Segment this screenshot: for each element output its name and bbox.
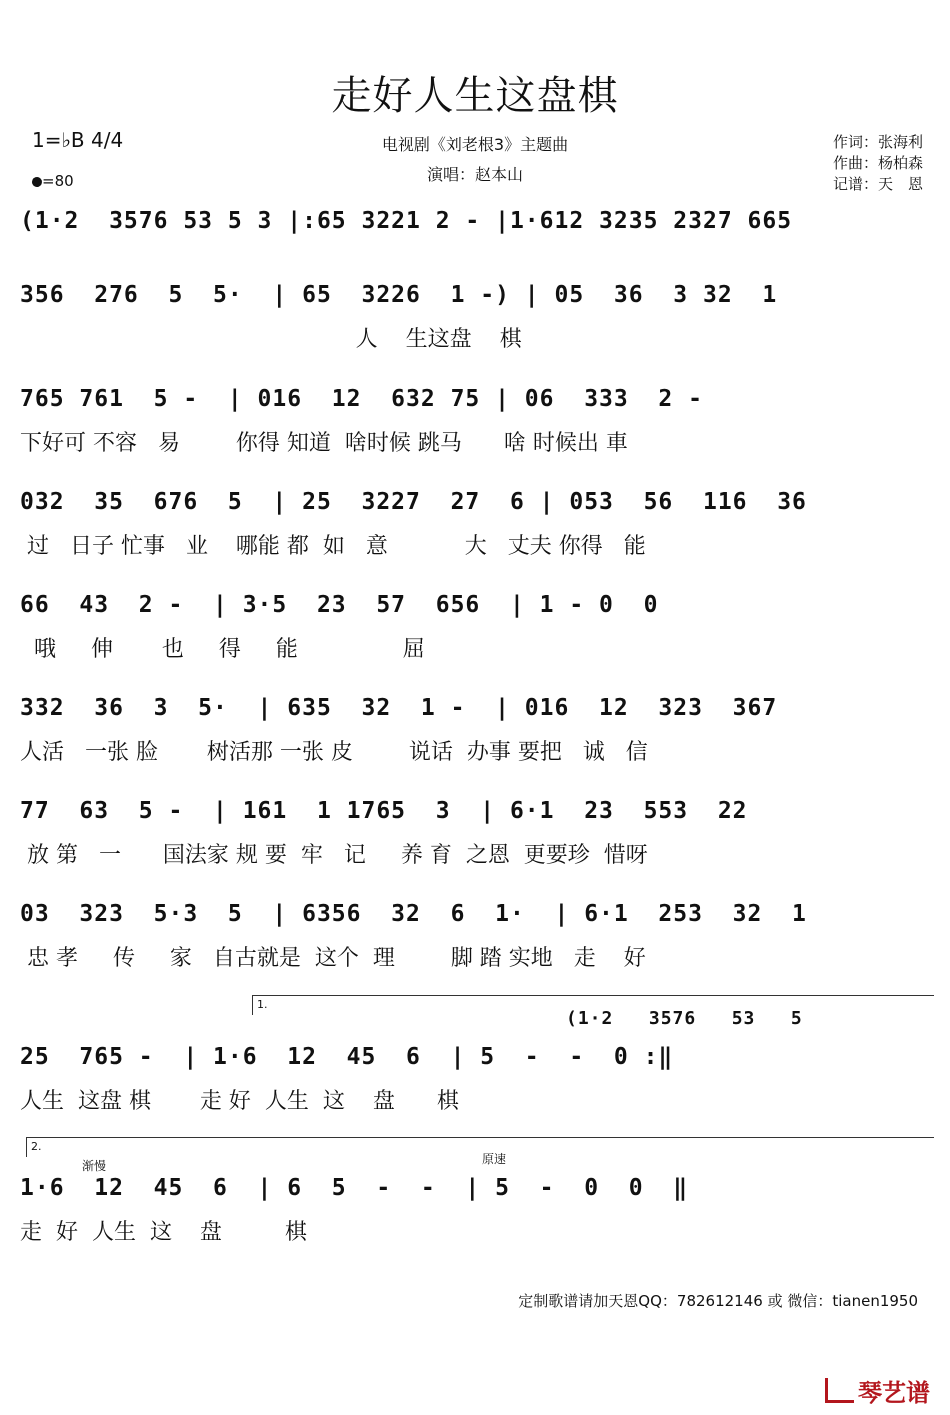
- slow-mark: 渐慢: [82, 1159, 107, 1173]
- composer-credit: 作曲：杨柏森: [833, 154, 924, 172]
- notation-line: 332 36 3 5· | 635 32 1 - | 016 12 323 367: [20, 695, 778, 721]
- transcriber-credit: 记谱：天 恩: [833, 175, 924, 193]
- lyrics-line: 人活 一张 脸 树活那 一张 皮 说话 办事 要把 诚 信: [20, 740, 648, 765]
- lyrics-line: 过 日子 忙事 业 哪能 都 如 意 大 丈夫 你得 能: [20, 534, 646, 559]
- notation-line: 25 765 - | 1·6 12 45 6 | 5 - - 0 :‖: [20, 1044, 674, 1070]
- first-ending-bracket: 1.: [252, 995, 934, 1015]
- brand-logo: [825, 1373, 930, 1408]
- key-signature: 1=♭B 4/4: [32, 128, 124, 152]
- lyricist-credit: 作词：张海利: [833, 133, 924, 151]
- lyrics-line: 人生 这盘 棋 走 好 人生 这 盘 棋: [20, 1089, 459, 1114]
- lyrics-line: 放 第 一 国法家 规 要 牢 记 养 育 之恩 更要珍 惜呀: [20, 843, 648, 868]
- credits-block: [833, 132, 923, 195]
- notation-line: 765 761 5 - | 016 12 632 75 | 06 333 2 -: [20, 386, 703, 412]
- notation-line: 1·6 12 45 6 | 6 5 - - | 5 - 0 0 ‖: [20, 1175, 689, 1201]
- song-title: 走好人生这盘棋: [331, 73, 619, 119]
- first-ending-notes: (1·2 3576 53 5: [566, 1008, 803, 1029]
- lyrics-line: 走 好 人生 这 盘 棋: [20, 1220, 307, 1245]
- song-subtitle: 电视剧《刘老根3》主题曲: [381, 135, 569, 154]
- notation-line: (1·2 3576 53 5 3 |:65 3221 2 - |1·612 3235 2327 665: [20, 208, 793, 234]
- original-tempo-mark: 原速: [482, 1152, 507, 1166]
- footer-contact: 定制歌谱请加天恩QQ：782612146 或 微信：tianen1950: [518, 1292, 918, 1310]
- lyrics-line: 哦 伸 也 得 能 屈: [20, 637, 425, 662]
- tempo-value: =80: [42, 172, 74, 190]
- notation-line: 03 323 5·3 5 | 6356 32 6 1· | 6·1 253 32 1: [20, 901, 807, 927]
- song-singer: 演唱：赵本山: [426, 165, 523, 184]
- logo-text: 琴艺谱: [858, 1379, 930, 1407]
- logo-icon: [825, 1378, 854, 1403]
- notation-line: 356 276 5 5· | 65 3226 1 -) | 05 36 3 32 1: [20, 282, 778, 308]
- notation-line: 66 43 2 - | 3·5 23 57 656 | 1 - 0 0: [20, 592, 659, 618]
- lyrics-line: 人 生这盘 棋: [20, 327, 522, 352]
- lyrics-line: 忠 孝 传 家 自古就是 这个 理 脚 踏 实地 走 好: [20, 946, 646, 971]
- lyrics-line: 下好可 不容 易 你得 知道 啥时候 跳马 啥 时候出 車: [20, 431, 628, 456]
- notation-line: 032 35 676 5 | 25 3227 27 6 | 053 56 116 36: [20, 489, 807, 515]
- notation-line: 77 63 5 - | 161 1 1765 3 | 6·1 23 553 22: [20, 798, 748, 824]
- second-ending-bracket: 2.: [26, 1137, 934, 1157]
